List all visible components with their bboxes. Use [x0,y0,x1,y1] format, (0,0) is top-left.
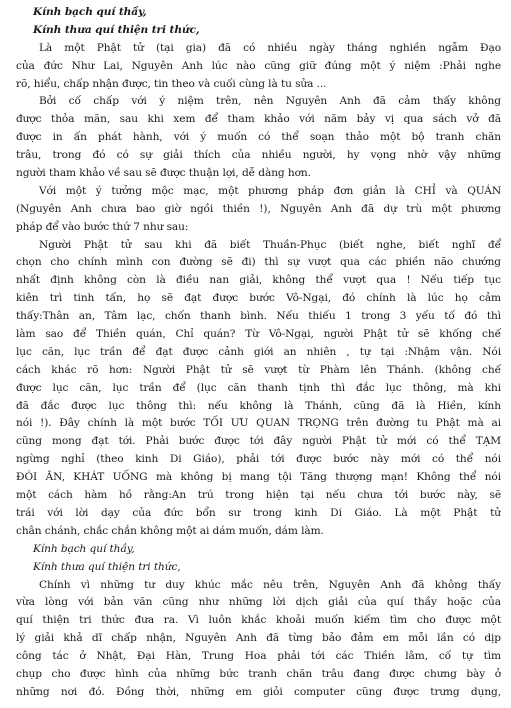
text-line: pháp để vào bước thứ 7 như sau: [16,220,189,233]
text-line: ngừng nghỉ (theo kinh Di Giáo), phải tới được bước này mới có thể nói [16,453,501,466]
text-line: vừa lòng với bản văn cũng như những lời dịch giải của quí thầy hoặc của [16,596,501,609]
text-line: thấy:Thân an, Tâm lạc, chốn thanh bình. Nếu thiếu 1 trong 3 yếu tố đó thì [16,310,501,323]
text-line: được in ấn phát hành, với ý muốn có thể soạn thảo một bộ tranh chăn [16,131,501,144]
text-line: cũng mong đạt tới. Phải bước được tới đây người Phật tử mới có thể TẠM [16,435,501,448]
text-line: đã đắc được lục thông thì: nếu không là Thánh, cũng đã là Hiền, kính [16,399,501,412]
text-line: lục căn, lục trần để đạt được cảnh giới an nhiên , tự tại :Nhậm vận. Nói [16,345,501,358]
text-line: Kính bạch quí thầy, [33,542,135,555]
text-line: Với một ý tưởng mộc mạc, một phương pháp đơn giản là CHỈ và QUÁN [39,184,501,197]
text-line: chụp cho được hình của những bức tranh chăn trâu đang được chưng bày ở [16,667,501,680]
text-line: rõ, hiểu, chấp nhận được, tin theo và cuối cùng là tu sửa ... [16,77,327,90]
text-line: kiên trì tinh tấn, họ sẽ đạt được bước Vô-Ngại, đó chính là lúc họ cảm [16,292,501,305]
text-line: quí thiện tri thức đưa ra. Vì luôn khắc khoải muốn kiếm tìm cho được một [16,614,501,627]
text-line: Kính bạch quí thầy, [33,6,147,18]
text-line: Chính vì những tư duy khúc mắc nêu trên, Nguyên Anh đã không thấy [39,578,501,591]
text-line: những nơi đó. Đồng thời, những em giỏi computer cũng được trưng dụng, [16,685,501,698]
text-line: chọn cho chính mình con đường sẽ đi) thì sự vượt qua các phiền não chướng [16,256,501,269]
text-line: trái với lời dạy của đức bổn sư trong kinh Di Giáo. Là một Phật tử [16,506,501,519]
text-line: của đức Như Lai, Nguyên Anh lúc nào cũng giữ đúng một ý niệm :Phải nghe [16,59,501,72]
text-line: công tác ở Nhật, Đại Hàn, Trung Hoa phải tới các Thiền lâm, cố tự tìm [16,650,501,663]
text-line: chân chánh, chắc chắn không một ai dám muốn, dám làm. [16,524,324,537]
text-line: lý giải khả dĩ chấp nhận, Nguyên Anh đã từng bảo đảm em mỗi lần có dịp [16,632,501,645]
text-line: một cách hàm hồ rằng:An trú trong hiện tại nếu chưa tới bước này, sẽ [16,489,501,502]
text-line: làm sao để Thiền quán, Chỉ quán? Từ Vô-Ngại, người Phật tử sẽ khống chế [16,328,501,341]
text-line: người tham khảo về sau sẽ được thuận lợi, dễ dàng hơn. [16,167,311,180]
text-line: Là một Phật tử (tại gia) đã có nhiều ngày tháng nghiền ngẫm Đạo [39,41,501,54]
text-line: Kính thưa quí thiện tri thức, [33,23,200,36]
text-line: được thỏa mãn, sau khi xem để tham khảo với năm bảy vị qua sách vở đã [16,113,501,126]
text-line: Kính thưa quí thiện tri thức, [33,560,181,573]
text-line: nói !). Đây chính là một bước TỐI ƯU QUAN TRỌNG trên đường tu Phật mà ai [16,417,501,430]
text-line: cách khác rõ hơn: Người Phật tử sẽ vượt từ Phàm lên Thánh. (không chế [16,363,501,376]
text-line: Bởi cố chấp với ý niệm trên, nên Nguyên Anh đã cảm thấy không [39,95,501,108]
text-line: trâu, trong đó có sự giải thích của nhiều người, hy vọng nhờ vậy những [16,149,501,162]
text-line: Người Phật tử sau khi đã biết Thuần-Phục (biết nghe, biết nghĩ để [39,238,501,251]
text-line: ĐÓI ĂN, KHÁT UỐNG mà không bị mang tội Tăng thượng mạn! Không thể nói [16,471,501,484]
text-line: nhất định không còn là điều nan giải, không thể vượt qua ! Nếu tiếp tục [16,274,501,287]
text-line: được lục căn, lục trần để (lục căn thanh tịnh thì đắc lục thông, mà khi [16,381,501,394]
text-line: (Nguyên Anh chưa bao giờ ngồi thiền !), Nguyên Anh đã dự trù một phương [16,202,501,215]
